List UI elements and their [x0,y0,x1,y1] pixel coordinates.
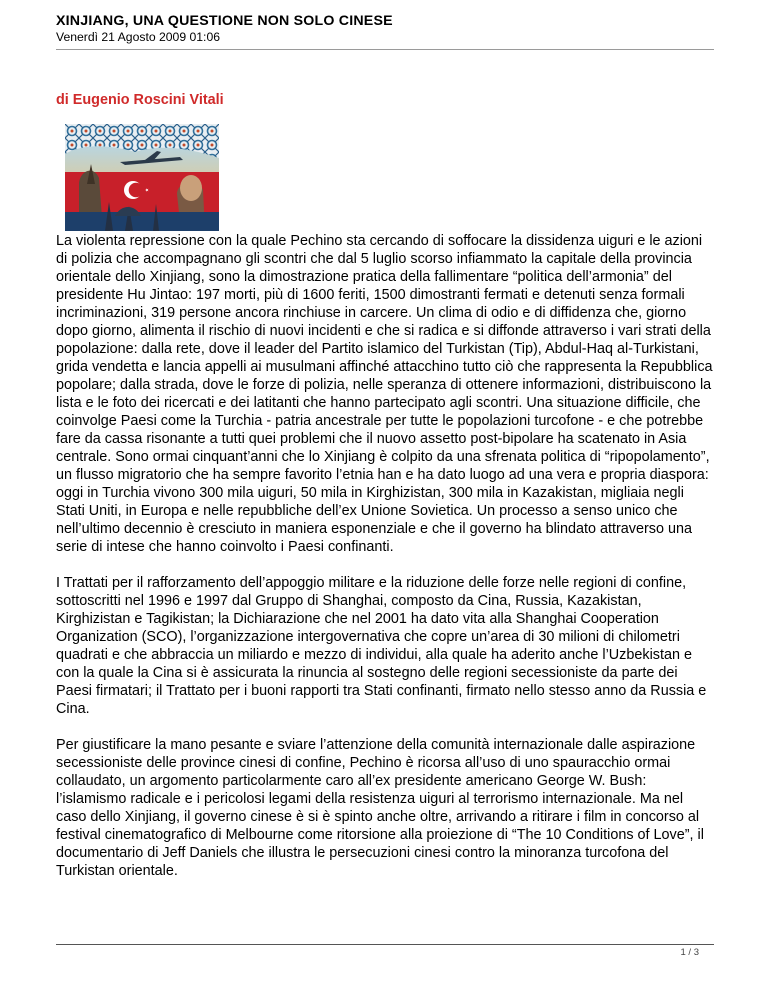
article-paragraph: Per giustificare la mano pesante e sviare l’attenzione della comunità internazionale dalle aspirazione secessioniste delle province cinesi di confine, Pechino è ricorsa all’uso di uno spauracchio ormai collaudato, un argomento particolarmente caro all’ex presidente americano George W. Bush: l’islamismo radicale e i pericolosi legami della resistenza uiguri al terrorismo internazionale. Ma nel caso dello Xinjiang, il governo cinese è si è spinto anche oltre, arrivando a ritirare i film in concorso al festival cinematografico di Melbourne come ritorsione alla proiezione di “The 10 Conditions of Love”, il documentario di Jeff Daniels che illustra le persecuzioni cinesi contro la minoranza turcofona del Turkistan orientale. [56,737,704,879]
article-body [56,232,716,880]
publish-date: Venerdì 21 Agosto 2009 01:06 [56,30,220,44]
footer-divider [56,944,714,945]
article-paragraph: La violenta repressione con la quale Pechino sta cercando di soffocare la dissidenza uiguri e le azioni di polizia che accompagnano gli scontri che dal 5 luglio scorso infiammato la capitale della provincia orientale dello Xinjiang, sono la dimostrazione pratica della fallimentare “politica dell’armonia” del presidente Hu Jintao: 197 morti, più di 1600 feriti, 1500 dimostranti fermati e detenuti senza formali incriminazioni, 319 persone ancora rinchiuse in carcere. Un clima di odio e di diffidenza che, giorno dopo giorno, alimenta il rischio di nuovi incidenti e che si radica e si diffonde attraverso i vari strati della popolazione: dalla rete, dove il leader del Partito islamico del Turkistan (Tip), Abdul-Haq al-Turkistani, grida vendetta e lancia appelli ai musulmani affinché attacchino tutto ciò che rappresenta la Repubblica popolare; dalla strada, dove le forze di polizia, nelle speranza di ottenere informazioni, distribuiscono la lista e le foto dei ricercati e dei latitanti che hanno partecipato agli scontri. Una situazione difficile, che coinvolge Paesi come la Turchia - patria ancestrale per tutte le popolazioni turcofone - e che potrebbe fare da cassa risonante a tutti quei problemi che il nuovo assetto post-bipolare ha scatenato in Asia centrale. Sono ormai cinquant’anni che lo Xinjiang è colpito da una sfrenata politica di “ripopolamento”, un flusso migratorio che ha sempre favorito l’etnia han e ha dato luogo ad una vera e propria diaspora: oggi in Turchia vivono 300 mila uiguri, 50 mila in Kirghizistan, 300 mila in Kazakistan, migliaia negli Stati Uniti, in Europa e nelle repubbliche dell’ex Unione Sovietica. Un processo a senso unico che nell’ultimo decennio è cresciuto in maniera esponenziale e che il governo ha blindato attraverso una serie di intese che hanno coinvolto i Paesi confinanti. [56,233,713,555]
article-paragraph: I Trattati per il rafforzamento dell’appoggio militare e la riduzione delle forze nelle regioni di confine, sottoscritti nel 1996 e 1997 dal Gruppo di Shanghai, composto da Cina, Russia, Kazakistan, Kirghizistan e Tagikistan; la Dichiarazione che nel 2001 ha dato vita alla Shanghai Cooperation Organization (SCO), l’organizzazione intergovernativa che copre un’area di 30 milioni di chilometri quadrati e che abbraccia un miliardo e mezzo di individui, alla quale ha aderito anche l’Uzbekistan e con la quale la Cina si è assicurata la rinuncia al sostegno delle regioni secessioniste da parte dei Paesi firmatari; il Trattato per i buoni rapporti tra Stati confinanti, firmato nello stesso anno da Russia e Cina. [56,575,707,717]
page-title: XINJIANG, UNA QUESTIONE NON SOLO CINESE [56,13,393,29]
article-illustration [65,124,219,231]
article-author: di Eugenio Roscini Vitali [56,92,224,108]
document-header [56,13,714,45]
page-number: 1 / 3 [680,947,699,958]
header-divider [56,49,714,50]
